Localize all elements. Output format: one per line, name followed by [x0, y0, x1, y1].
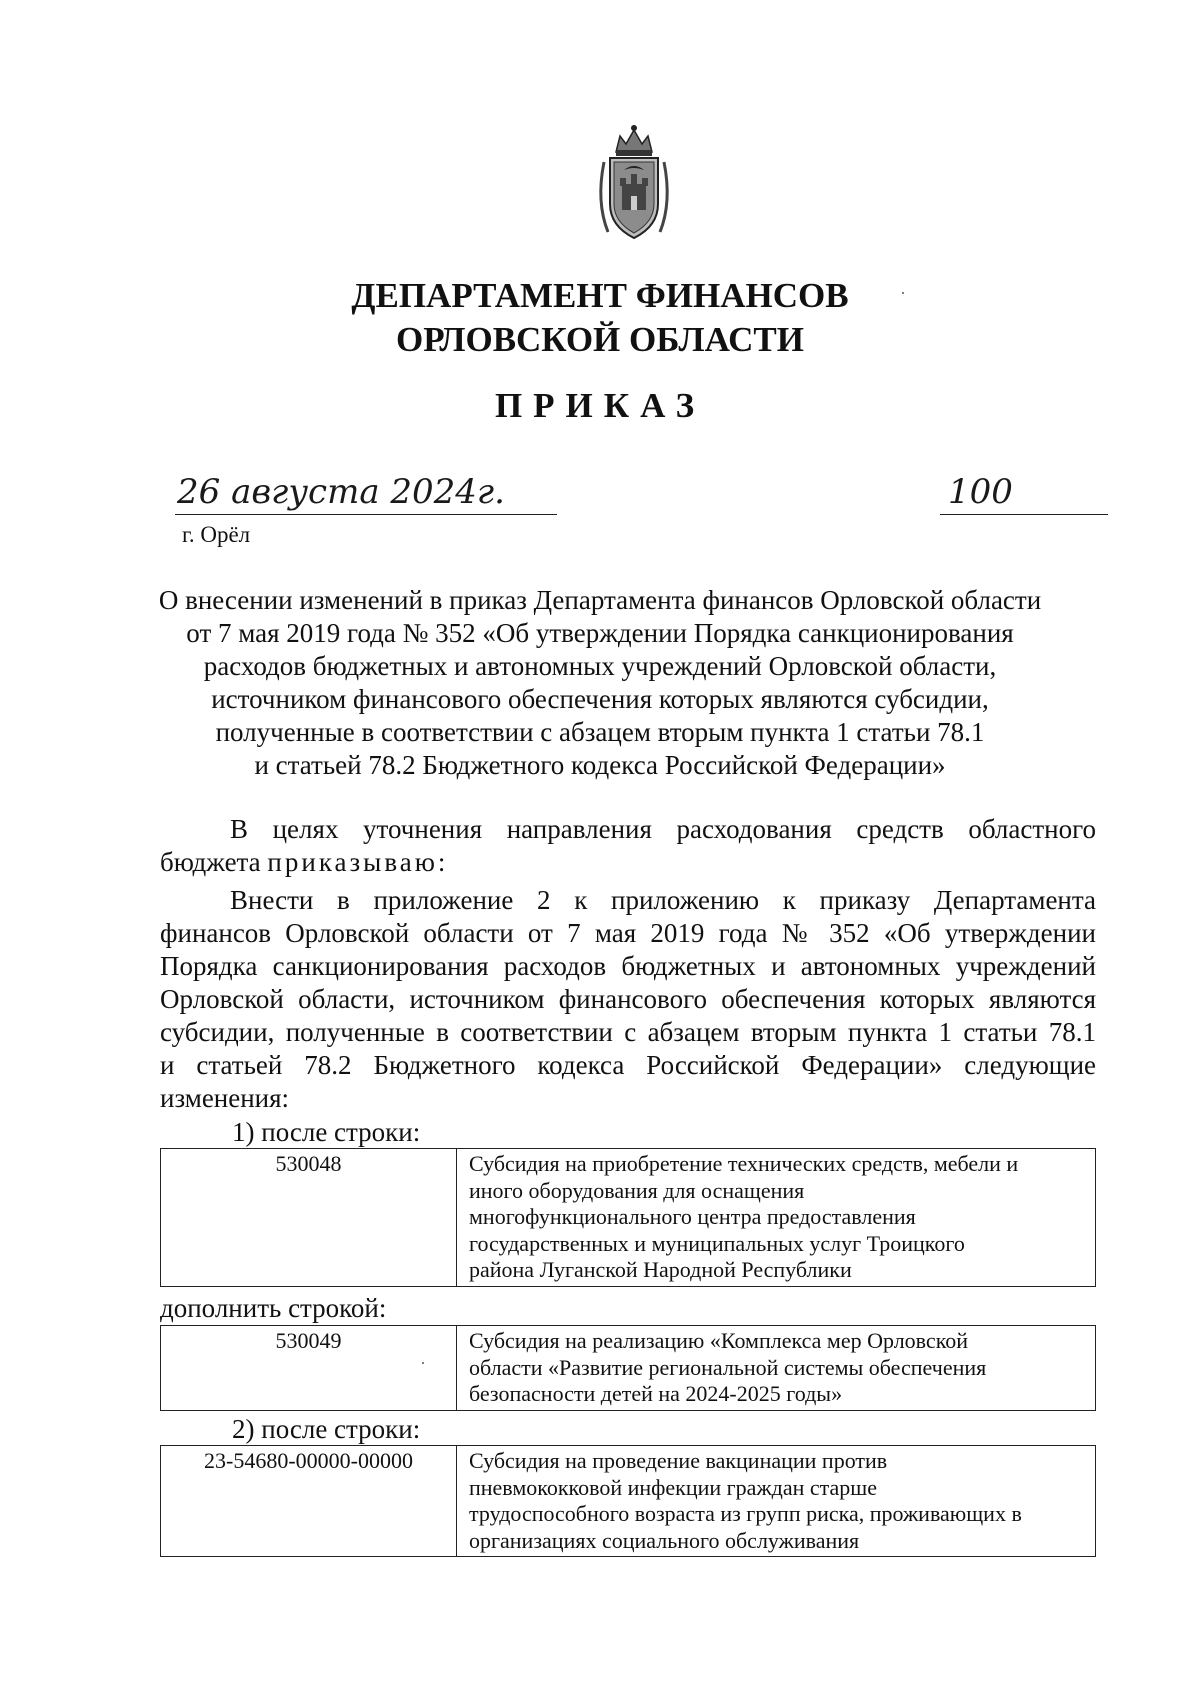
preamble-line-2	[160, 846, 1096, 879]
row-description-line: района Луганской Народной Республики	[469, 1257, 852, 1282]
item-2-label: 2) после строки:	[232, 1414, 421, 1444]
order-text-line: Порядка санкционирования расходов бюджетных и автономных учреждений	[160, 951, 1096, 981]
add-row-label: дополнить строкой:	[160, 1293, 387, 1323]
row-description-line: пневмококковой инфекции граждан старше	[469, 1474, 877, 1500]
row-description-line: Субсидия на реализацию «Комплекса мер Орловской	[469, 1328, 969, 1353]
scan-speck	[422, 1362, 424, 1364]
row-description	[457, 1446, 1096, 1557]
document-subject	[150, 584, 1050, 782]
row-description-line: безопасности детей на 2024-2025 годы»	[469, 1381, 843, 1406]
row-table-after-2	[160, 1445, 1096, 1557]
row-table-after-1	[160, 1148, 1096, 1287]
row-description-line: Субсидия на проведение вакцинации против	[469, 1448, 888, 1473]
subject-line: и статьей 78.2 Бюджетного кодекса Российской Федерации»	[254, 750, 946, 780]
preamble-line-2-start: бюджета	[160, 847, 268, 877]
table-row	[161, 1326, 1096, 1411]
row-code: 530049	[161, 1326, 457, 1411]
subject-line: от 7 мая 2019 года № 352 «Об утверждении Порядка санкционирования	[186, 618, 1014, 648]
preamble-line-1: В целях уточнения направления расходования средств областного	[230, 814, 1096, 844]
row-description-line: государственных и муниципальных услуг Троицкого	[469, 1230, 965, 1256]
row-code: 23-54680-00000-00000	[161, 1446, 457, 1557]
order-text-line: изменения:	[160, 1083, 290, 1113]
row-description-line: трудоспособного возраста из групп риска, проживающих в	[469, 1501, 1022, 1526]
item-1-label: 1) после строки:	[232, 1117, 421, 1147]
subject-line: расходов бюджетных и автономных учреждений Орловской области,	[203, 651, 997, 681]
order-text-line: Внести в приложение 2 к приложению к приказу Департамента	[230, 885, 1096, 915]
department-line-2: ОРЛОВСКОЙ ОБЛАСТИ	[396, 320, 804, 359]
order-text-line: субсидии, полученные в соответствии с абзацем вторым пункта 1 статьи 78.1	[160, 1017, 1096, 1047]
document-type-title: ПРИКАЗ	[494, 386, 706, 425]
department-line-1: ДЕПАРТАМЕНТ ФИНАНСОВ	[351, 276, 849, 315]
row-table-added	[160, 1325, 1096, 1411]
order-text-line: финансов Орловской области от 7 мая 2019 года № 352 «Об утверждении	[160, 918, 1096, 948]
subject-line: полученные в соответствии с абзацем вторым пункта 1 статьи 78.1	[215, 717, 985, 747]
subject-line: О внесении изменений в приказ Департамента финансов Орловской области	[158, 585, 1042, 615]
row-code: 530048	[161, 1149, 457, 1287]
order-text-line: Орловской области, источником финансового обеспечения которых являются	[160, 984, 1096, 1014]
department-name	[0, 274, 1200, 362]
row-description-line: многофункционального центра предоставления	[469, 1204, 916, 1229]
subject-line: источником финансового обеспечения которых являются субсидии,	[211, 684, 989, 714]
scan-speck	[902, 292, 904, 294]
row-description	[457, 1326, 1096, 1411]
city-label: г. Орёл	[182, 522, 251, 547]
table-row	[161, 1446, 1096, 1557]
row-description-line: области «Развитие региональной системы обеспечения	[469, 1354, 987, 1380]
row-description-line: Субсидия на приобретение технических средств, мебели и	[469, 1151, 1019, 1176]
handwritten-date: 26 августа 2024г.	[175, 470, 557, 515]
row-description-line: иного оборудования для оснащения	[469, 1177, 805, 1203]
row-description	[457, 1149, 1096, 1287]
orel-region-coat-of-arms-icon	[594, 122, 674, 244]
row-description-line: организациях социального обслуживания	[469, 1527, 860, 1553]
order-text-line: и статьей 78.2 Бюджетного кодекса Российской Федерации» следующие	[160, 1050, 1096, 1080]
handwritten-order-number: 100	[940, 470, 1108, 515]
order-verb: приказываю:	[267, 847, 449, 877]
table-row	[161, 1149, 1096, 1287]
